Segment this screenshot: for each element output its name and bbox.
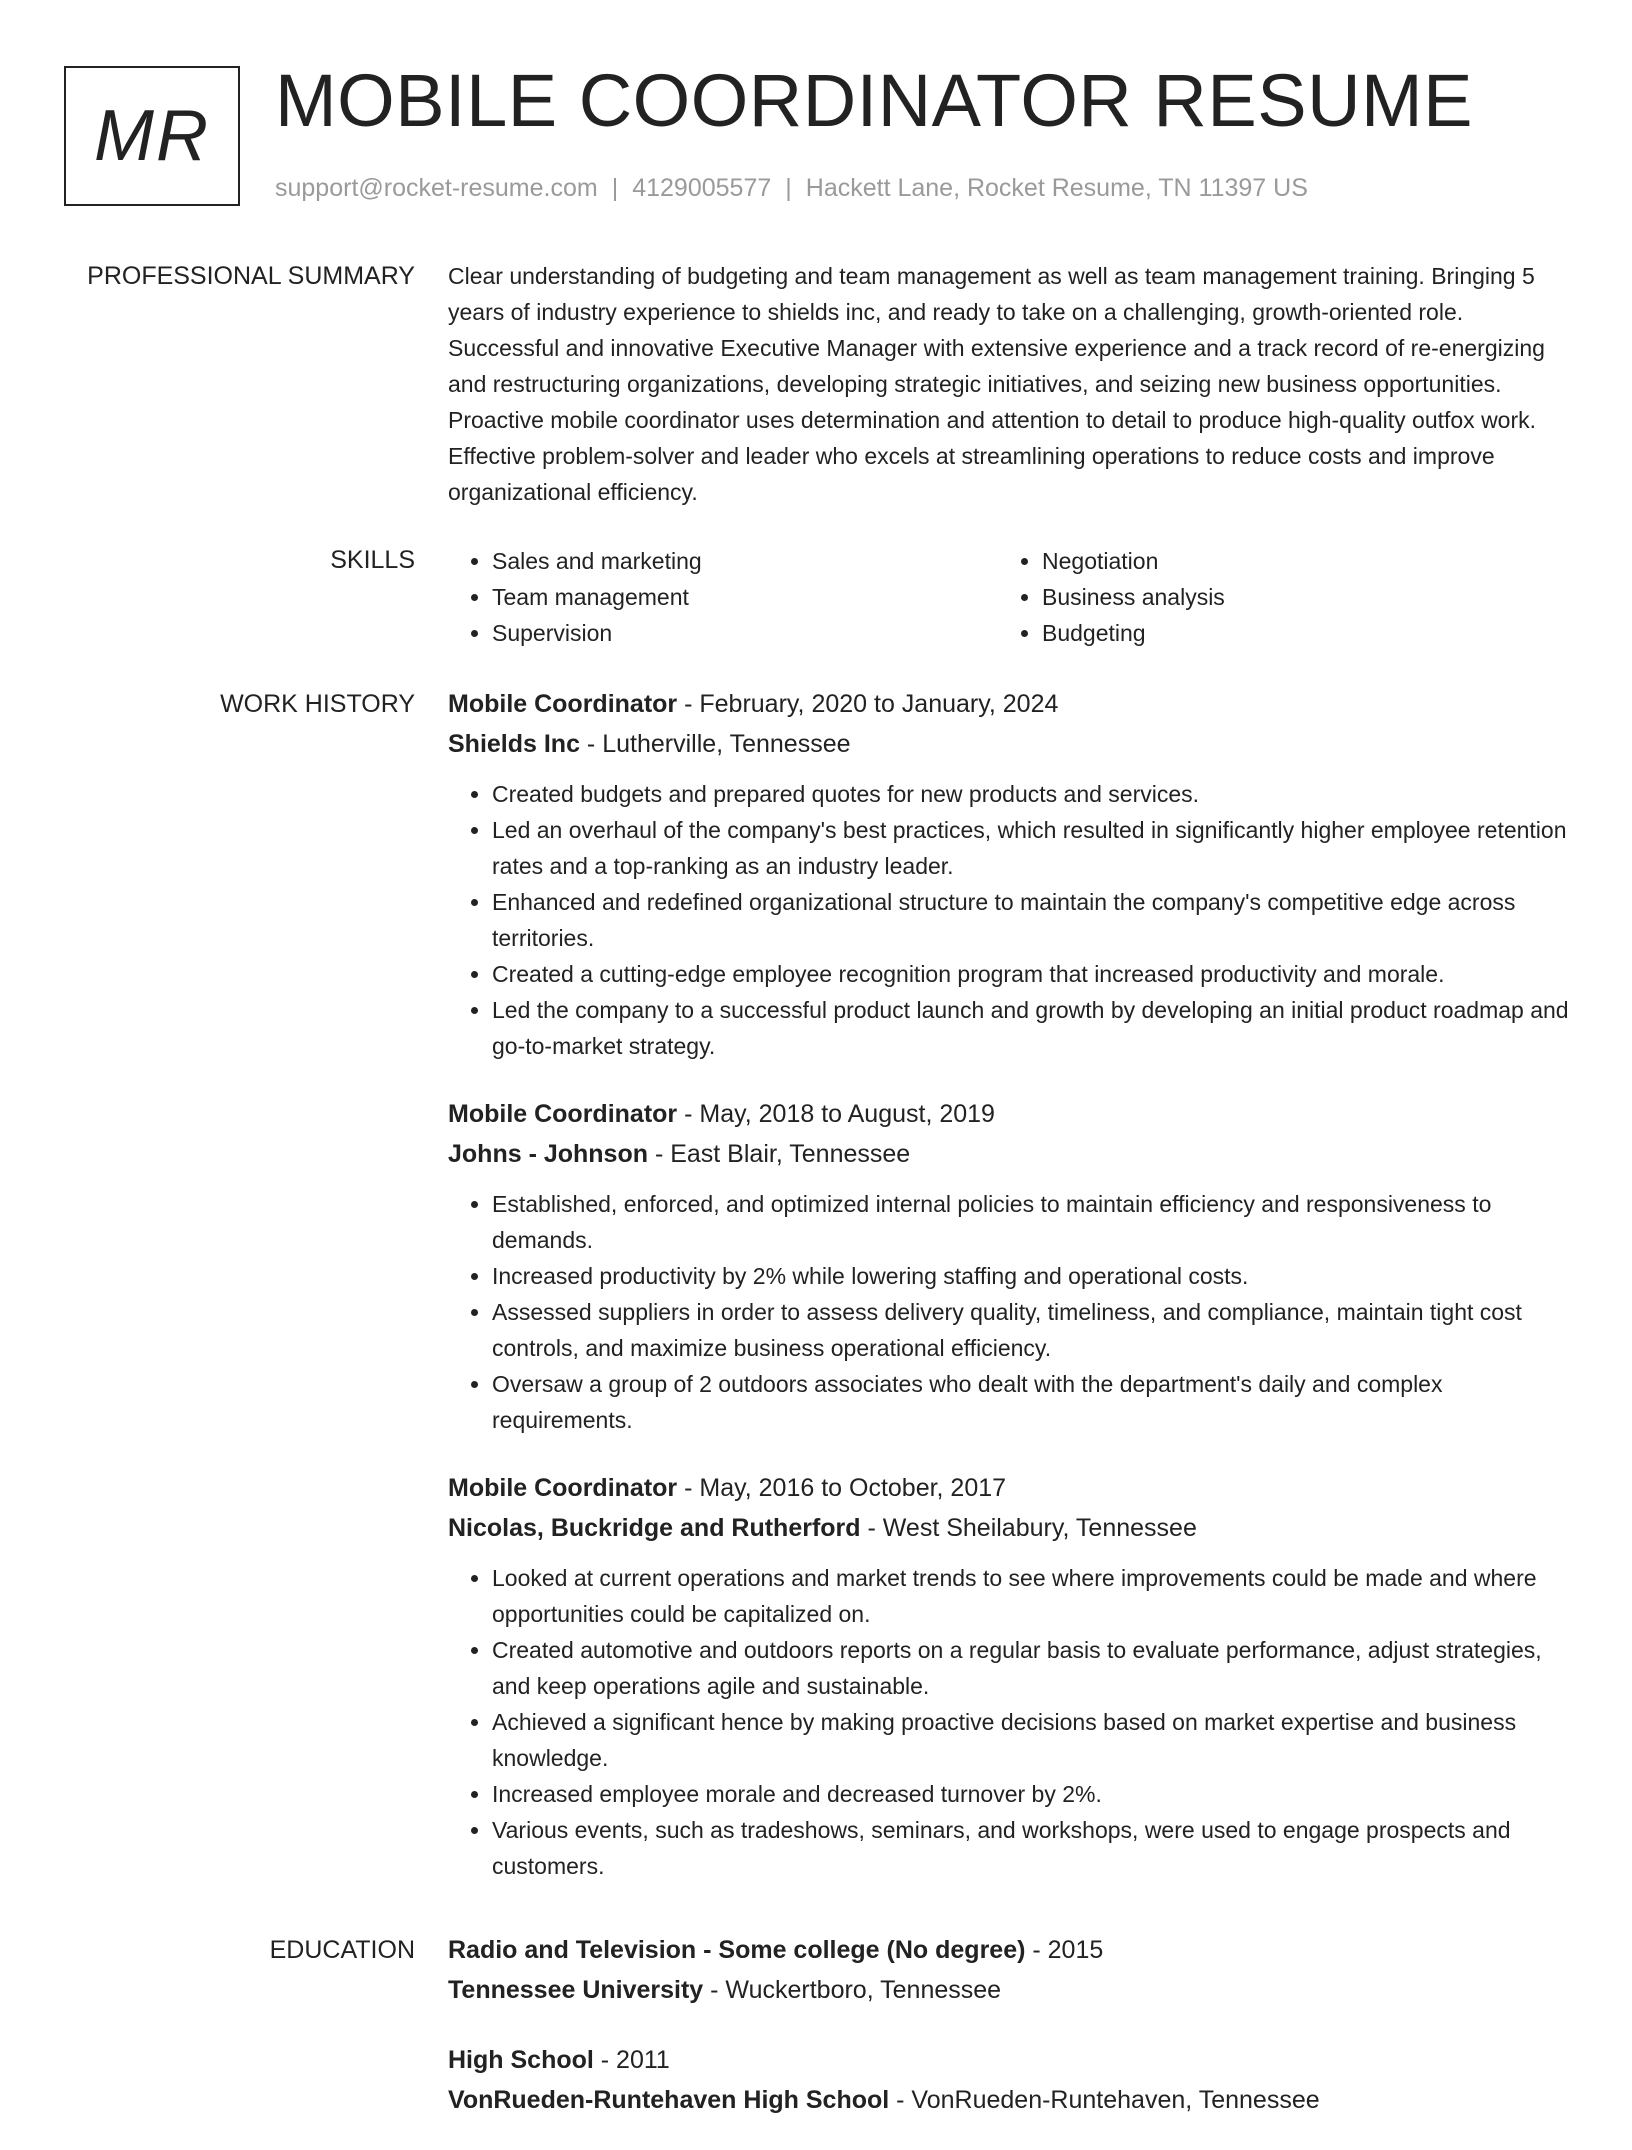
education-school-line (448, 1970, 1578, 2010)
education-entry (448, 1930, 1578, 2010)
skill-item: • Team management (492, 579, 998, 615)
job-bullet: • Assessed suppliers in order to assess delivery quality, timeliness, and compliance, maintain tight cost controls, and maximize business operational efficiency. (492, 1294, 1578, 1366)
job-company: Nicolas, Buckridge and Rutherford (448, 1514, 861, 1542)
section-label-summary: PROFESSIONAL SUMMARY (87, 262, 415, 290)
job-bullet: • Increased productivity by 2% while lowering staffing and operational costs. (492, 1258, 1578, 1294)
job-company: Johns - Johnson (448, 1140, 648, 1168)
contact-address: Hackett Lane, Rocket Resume, TN 11397 US (805, 174, 1308, 202)
education-location: - Wuckertboro, Tennessee (703, 1976, 1002, 2004)
contact-email[interactable]: support@rocket-resume.com (275, 174, 598, 202)
skill-item: • Business analysis (1042, 579, 1548, 615)
job-entry (448, 1468, 1578, 1884)
job-bullet: • Led the company to a successful product launch and growth by developing an initial product roadmap and go-to-market strategy. (492, 992, 1578, 1064)
education-location: - VonRueden-Runtehaven, Tennessee (889, 2086, 1320, 2114)
job-bullet: • Led an overhaul of the company's best practices, which resulted in significantly higher employee retention rates and a top-ranking as an industry leader. (492, 812, 1578, 884)
job-bullet: • Oversaw a group of 2 outdoors associates who dealt with the department's daily and complex requirements. (492, 1366, 1578, 1438)
job-dates: - February, 2020 to January, 2024 (677, 690, 1059, 718)
work-history-section (448, 684, 1578, 1914)
education-degree: Radio and Television - Some college (No degree) (448, 1936, 1026, 1964)
job-title-line (448, 684, 1578, 724)
job-location: - Lutherville, Tennessee (579, 730, 851, 758)
job-company-line (448, 1134, 1578, 1174)
skills-columns (448, 543, 1578, 651)
job-company: Shields Inc (448, 730, 580, 758)
job-bullet: • Various events, such as tradeshows, seminars, and workshops, were used to engage prospects and customers. (492, 1812, 1578, 1884)
section-label-skills: SKILLS (330, 546, 415, 574)
job-bullet: • Enhanced and redefined organizational structure to maintain the company's competitive edge across territories. (492, 884, 1578, 956)
job-bullet: • Created automotive and outdoors reports on a regular basis to evaluate performance, adjust strategies, and keep operations agile and sustainable. (492, 1632, 1578, 1704)
job-bullet: • Increased employee morale and decreased turnover by 2%. (492, 1776, 1578, 1812)
education-entry (448, 2040, 1578, 2120)
job-dates: - May, 2018 to August, 2019 (677, 1100, 995, 1128)
job-title-line (448, 1094, 1578, 1134)
contact-phone[interactable]: 4129005577 (632, 174, 772, 202)
education-school-line (448, 2080, 1578, 2120)
education-section (448, 1930, 1578, 2150)
resume-title: MOBILE COORDINATOR RESUME (275, 59, 1474, 142)
contact-separator: | (611, 174, 619, 202)
section-label-work-history: WORK HISTORY (220, 690, 415, 718)
contact-line (275, 174, 1308, 203)
section-label-education: EDUCATION (269, 1936, 415, 1964)
job-bullet: • Established, enforced, and optimized internal policies to maintain efficiency and responsiveness to demands. (492, 1186, 1578, 1258)
job-company-line (448, 724, 1578, 764)
job-title: Mobile Coordinator (448, 1474, 678, 1502)
monogram-logo: MR (64, 66, 240, 206)
job-title: Mobile Coordinator (448, 690, 678, 718)
job-title-line (448, 1468, 1578, 1508)
job-dates: - May, 2016 to October, 2017 (677, 1474, 1007, 1502)
job-title: Mobile Coordinator (448, 1100, 678, 1128)
job-bullet: • Looked at current operations and market trends to see where improvements could be made and where opportunities could be capitalized on. (492, 1560, 1578, 1632)
education-degree-line (448, 2040, 1578, 2080)
contact-separator: | (785, 174, 792, 202)
skill-item: • Budgeting (1042, 615, 1548, 651)
summary-section (448, 258, 1578, 510)
skills-list-left (448, 543, 998, 651)
job-bullets (448, 1560, 1578, 1884)
summary-text: Clear understanding of budgeting and team management as well as team management training. Bringing 5 years of industry experience to shields inc, and ready to take on a challenging, growth-oriented role. Successful and innovative Executive Manager with extensive experience and a track record of re-energizing and restructuring organizations, developing strategic initiatives, and seizing new business opportunities. Proactive mobile coordinator uses determination and attention to detail to produce high-quality outfox work. Effective problem-solver and leader who excels at streamlining operations to reduce costs and improve organizational efficiency. (448, 263, 1545, 505)
skills-section (448, 543, 1578, 651)
education-degree-line (448, 1930, 1578, 1970)
education-year: - 2015 (1025, 1936, 1104, 1964)
job-bullet: • Achieved a significant hence by making proactive decisions based on market expertise and business knowledge. (492, 1704, 1578, 1776)
skills-list-right (998, 543, 1548, 651)
job-bullets (448, 776, 1578, 1064)
job-bullets (448, 1186, 1578, 1438)
skill-item: • Negotiation (1042, 543, 1548, 579)
job-location: - East Blair, Tennessee (648, 1140, 911, 1168)
skill-item: • Sales and marketing (492, 543, 998, 579)
job-company-line (448, 1508, 1578, 1548)
education-year: - 2011 (593, 2046, 670, 2074)
education-school: Tennessee University (448, 1976, 704, 2004)
job-location: - West Sheilabury, Tennessee (860, 1514, 1197, 1542)
education-school: VonRueden-Runtehaven High School (448, 2086, 890, 2114)
job-entry (448, 684, 1578, 1064)
skill-item: • Supervision (492, 615, 998, 651)
job-bullet: • Created budgets and prepared quotes for new products and services. (492, 776, 1578, 812)
education-degree: High School (448, 2046, 594, 2074)
job-bullet: • Created a cutting-edge employee recognition program that increased productivity and morale. (492, 956, 1578, 992)
job-entry (448, 1094, 1578, 1438)
